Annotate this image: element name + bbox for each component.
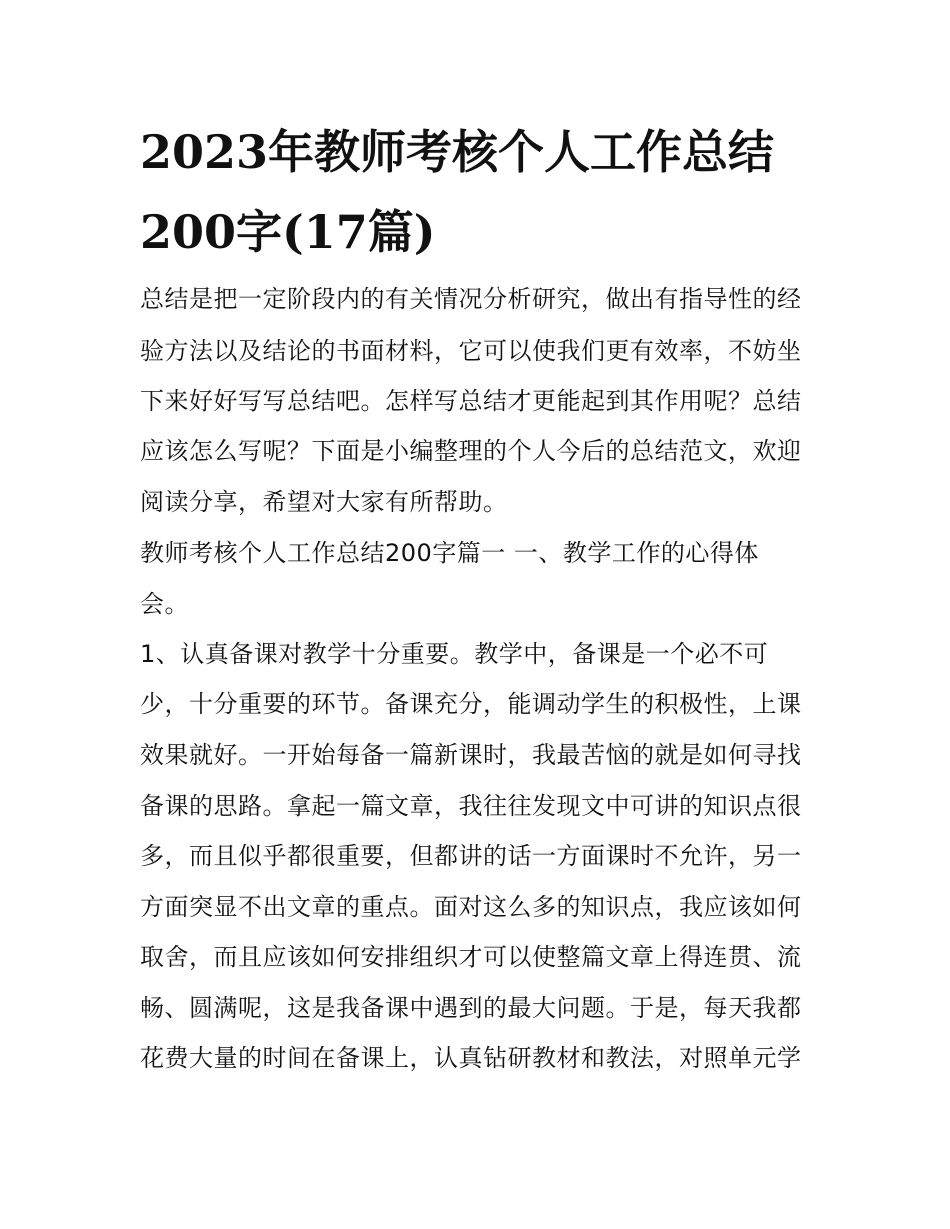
document-title	[140, 112, 820, 272]
paragraph-line: 备课的思路。拿起一篇文章，我往往发现文中可讲的知识点很	[140, 792, 802, 820]
paragraph-line: 1、认真备课对教学十分重要。教学中，备课是一个必不可	[140, 640, 769, 668]
paragraph-line: 方面突显不出文章的重点。面对这么多的知识点，我应该如何	[140, 893, 802, 921]
title-line-2: 200字(17篇)	[140, 205, 436, 259]
paragraph-line: 总结是把一定阶段内的有关情况分析研究，做出有指导性的经	[140, 285, 802, 313]
paragraph-line: 少，十分重要的环节。备课充分，能调动学生的积极性，上课	[140, 690, 802, 718]
paragraph-line: 效果就好。一开始每备一篇新课时，我最苦恼的就是如何寻找	[140, 741, 802, 769]
title-line-1: 2023年教师考核个人工作总结	[140, 125, 775, 179]
paragraph-line: 花费大量的时间在备课上，认真钻研教材和教法，对照单元学	[140, 1044, 802, 1072]
paragraph-line: 应该怎么写呢？下面是小编整理的个人今后的总结范文，欢迎	[140, 437, 802, 465]
paragraph-line: 验方法以及结论的书面材料，它可以使我们更有效率，不妨坐	[140, 337, 802, 365]
paragraph-line: 取舍，而且应该如何安排组织才可以使整篇文章上得连贯、流	[140, 943, 802, 971]
section-heading-line: 教师考核个人工作总结200字篇一 一、教学工作的心得体	[140, 539, 759, 567]
section-heading-line: 会。	[140, 590, 189, 618]
paragraph-line: 畅、圆满呢，这是我备课中遇到的最大问题。于是，每天我都	[140, 994, 802, 1022]
paragraph-line: 下来好好写写总结吧。怎样写总结才更能起到其作用呢？总结	[140, 387, 802, 415]
paragraph-line: 阅读分享，希望对大家有所帮助。	[140, 488, 508, 516]
paragraph-line: 多，而且似乎都很重要，但都讲的话一方面课时不允许，另一	[140, 842, 802, 870]
